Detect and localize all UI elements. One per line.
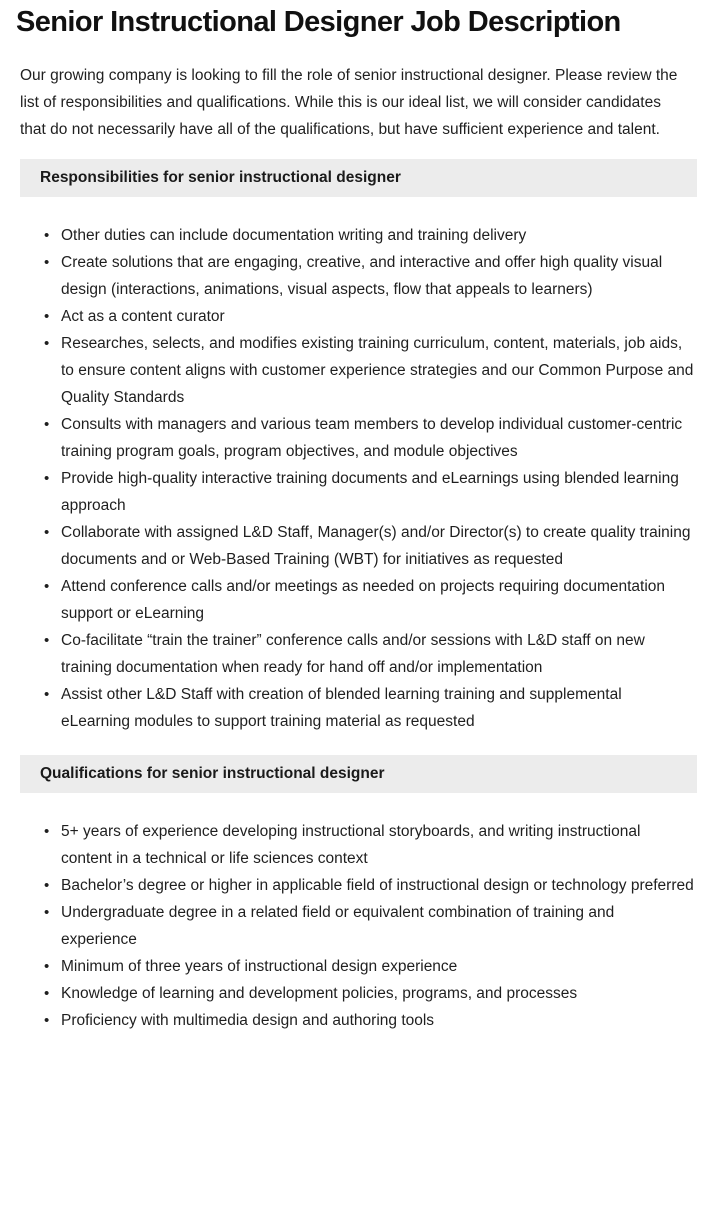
list-item: • Researches, selects, and modifies existing training curriculum, content, materials, job aids, to ensure content aligns with customer experience strategies and our Common Purpose and Quality Standards — [44, 330, 694, 411]
section-header-qualifications: Qualifications for senior instructional designer — [20, 755, 697, 793]
list-item: • Minimum of three years of instructional design experience — [44, 953, 694, 980]
list-item: • Proficiency with multimedia design and authoring tools — [44, 1007, 694, 1034]
list-item: • Create solutions that are engaging, creative, and interactive and offer high quality visual design (interactions, animations, visual aspects, flow that appeals to learners) — [44, 249, 694, 303]
qualifications-list — [44, 818, 694, 1034]
list-item: • Other duties can include documentation writing and training delivery — [44, 222, 694, 249]
list-item: • Co-facilitate “train the trainer” conference calls and/or sessions with L&D staff on new training documentation when ready for hand off and/or implementation — [44, 627, 694, 681]
list-item: • Undergraduate degree in a related field or equivalent combination of training and experience — [44, 899, 694, 953]
list-item: • Attend conference calls and/or meetings as needed on projects requiring documentation support or eLearning — [44, 573, 694, 627]
page-title: Senior Instructional Designer Job Description — [16, 6, 621, 38]
responsibilities-list — [44, 222, 694, 735]
list-item: • Assist other L&D Staff with creation of blended learning training and supplemental eLearning modules to support training material as requested — [44, 681, 694, 735]
list-item: • Act as a content curator — [44, 303, 694, 330]
list-item: • Knowledge of learning and development policies, programs, and processes — [44, 980, 694, 1007]
list-item: • Bachelor’s degree or higher in applicable field of instructional design or technology preferred — [44, 872, 694, 899]
list-item: • Provide high-quality interactive training documents and eLearnings using blended learning approach — [44, 465, 694, 519]
list-item: • Consults with managers and various team members to develop individual customer-centric training program goals, program objectives, and module objectives — [44, 411, 694, 465]
list-item: • 5+ years of experience developing instructional storyboards, and writing instructional content in a technical or life sciences context — [44, 818, 694, 872]
intro-paragraph: Our growing company is looking to fill the role of senior instructional designer. Please review the list of responsibilities and qualifications. While this is our ideal list, we will consider candidates that do not necessarily have all of the qualifications, but have sufficient experience and talent. — [20, 67, 678, 139]
section-header-responsibilities: Responsibilities for senior instructional designer — [20, 159, 697, 197]
list-item: • Collaborate with assigned L&D Staff, Manager(s) and/or Director(s) to create quality training documents and or Web-Based Training (WBT) for initiatives as requested — [44, 519, 694, 573]
